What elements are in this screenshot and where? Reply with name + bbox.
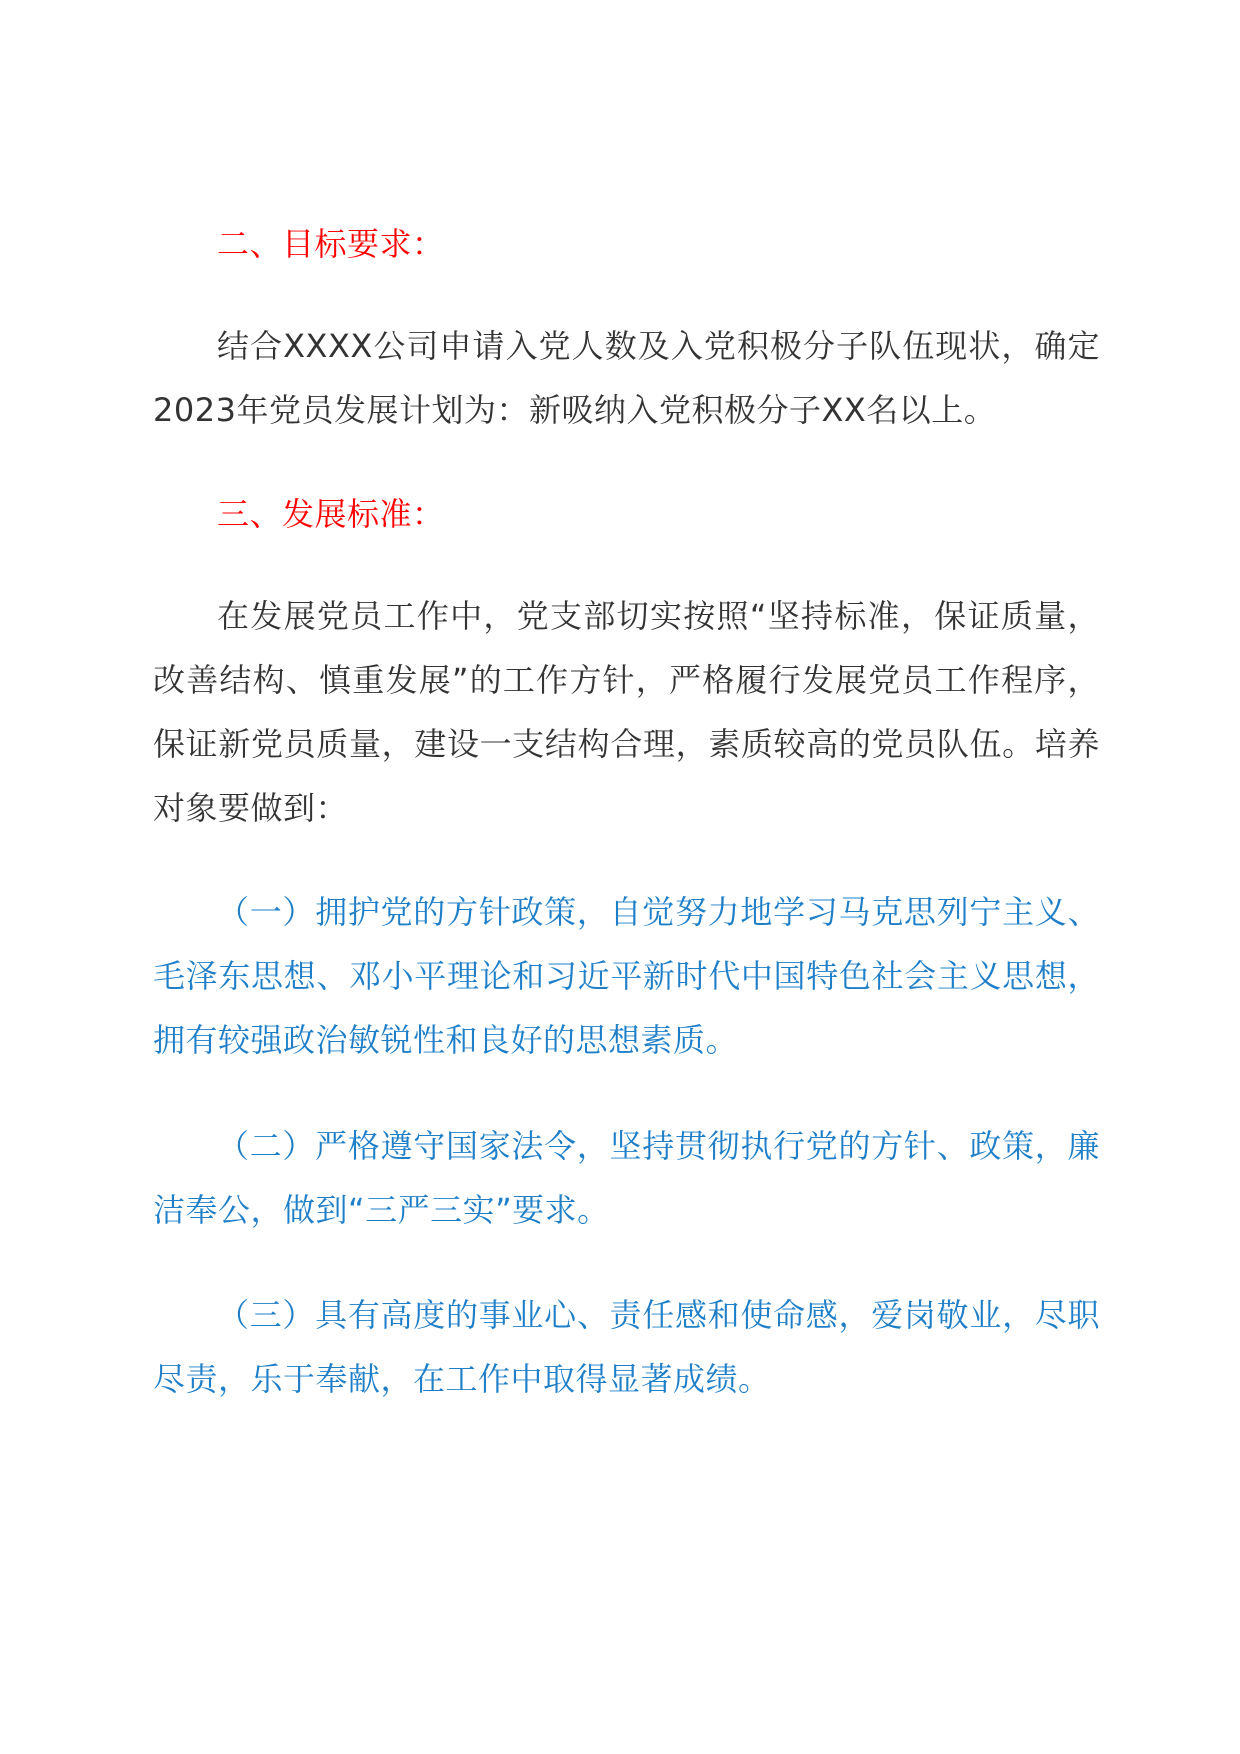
standard-item-3: （三）具有高度的事业心、责任感和使命感，爱岗敬业，尽职尽责，乐于奉献，在工作中取得显著成绩。 (153, 1296, 1100, 1398)
section-two-paragraph: 结合XXXX公司申请入党人数及入党积极分子队伍现状，确定2023年党员发展计划为：新吸纳入党积极分子XX名以上。 (153, 327, 1100, 429)
section-three-heading: 三、发展标准： (217, 495, 445, 533)
section-two-heading: 二、目标要求： (217, 225, 445, 263)
section-three-paragraph: 在发展党员工作中，党支部切实按照“坚持标准，保证质量，改善结构、慎重发展”的工作方针，严格履行发展党员工作程序，保证新党员质量，建设一支结构合理，素质较高的党员队伍。培养对象要做到： (153, 597, 1100, 827)
standard-item-1: （一）拥护党的方针政策，自觉努力地学习马克思列宁主义、毛泽东思想、邓小平理论和习近平新时代中国特色社会主义思想，拥有较强政治敏锐性和良好的思想素质。 (153, 893, 1100, 1059)
standard-item-2: （二）严格遵守国家法令，坚持贯彻执行党的方针、政策，廉洁奉公，做到“三严三实”要求。 (153, 1127, 1100, 1229)
